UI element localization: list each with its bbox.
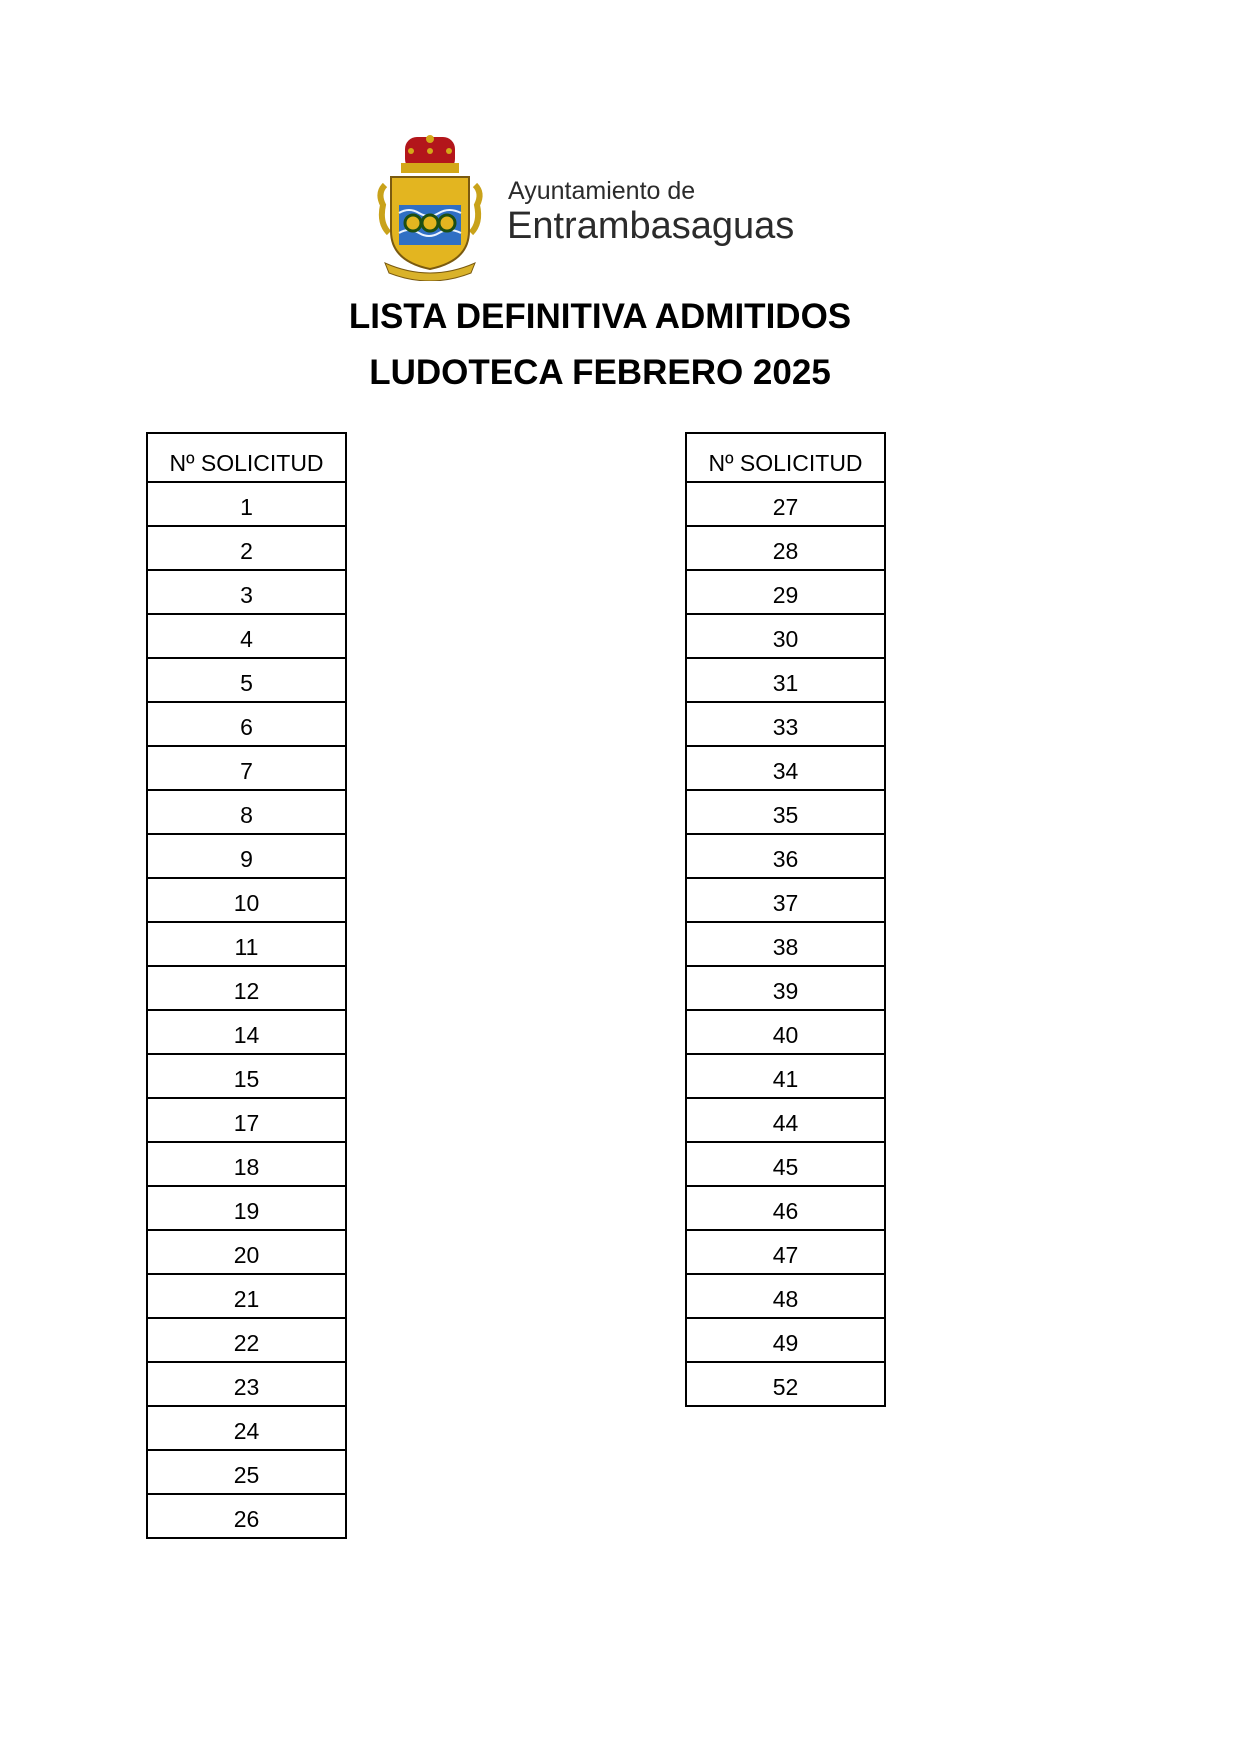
document-title-line-2: LUDOTECA FEBRERO 2025 [369,353,831,392]
application-number: 4 [147,614,346,658]
table-row [147,1406,346,1450]
application-number: 38 [686,922,885,966]
table-row [686,614,885,658]
table-row [686,746,885,790]
application-number: 29 [686,570,885,614]
application-number: 24 [147,1406,346,1450]
table-row [686,702,885,746]
table-row [147,1362,346,1406]
table-row [686,966,885,1010]
application-number: 7 [147,746,346,790]
column-header: Nº SOLICITUD [147,433,346,482]
application-number: 10 [147,878,346,922]
logo-line-2: Entrambasaguas [507,205,795,247]
application-number: 35 [686,790,885,834]
application-number: 33 [686,702,885,746]
application-number: 19 [147,1186,346,1230]
table-row [686,1230,885,1274]
application-number: 36 [686,834,885,878]
admitted-list-right [685,432,886,1407]
application-number: 48 [686,1274,885,1318]
document-title-line-1: LISTA DEFINITIVA ADMITIDOS [348,297,852,336]
table-row [686,1142,885,1186]
application-number: 1 [147,482,346,526]
application-number: 14 [147,1010,346,1054]
application-number: 18 [147,1142,346,1186]
table-row [147,658,346,702]
application-number: 23 [147,1362,346,1406]
table-row [147,1450,346,1494]
application-number: 44 [686,1098,885,1142]
table-row [147,746,346,790]
table-row [147,526,346,570]
table-row [686,1274,885,1318]
application-number: 31 [686,658,885,702]
table-row [147,966,346,1010]
table-header-row [686,433,885,482]
table-row [147,1230,346,1274]
table-row [686,1362,885,1406]
table-row [686,482,885,526]
application-number: 17 [147,1098,346,1142]
application-number: 25 [147,1450,346,1494]
application-number: 47 [686,1230,885,1274]
table-row [147,1186,346,1230]
application-number: 46 [686,1186,885,1230]
table-row [147,570,346,614]
application-number: 12 [147,966,346,1010]
application-number: 11 [147,922,346,966]
application-number: 9 [147,834,346,878]
table-row [686,1054,885,1098]
table-row [686,658,885,702]
application-number: 2 [147,526,346,570]
application-number: 39 [686,966,885,1010]
application-number: 5 [147,658,346,702]
application-number: 20 [147,1230,346,1274]
application-number: 37 [686,878,885,922]
application-number: 3 [147,570,346,614]
table-row [686,1186,885,1230]
table-row [147,1010,346,1054]
table-row [686,834,885,878]
application-number: 34 [686,746,885,790]
table-row [147,922,346,966]
application-number: 15 [147,1054,346,1098]
table-header-row [147,433,346,482]
table-row [147,1098,346,1142]
application-number: 28 [686,526,885,570]
table-row [686,878,885,922]
table-row [686,1098,885,1142]
column-header: Nº SOLICITUD [686,433,885,482]
application-number: 27 [686,482,885,526]
application-number: 21 [147,1274,346,1318]
table-row [686,922,885,966]
coat-of-arms-icon [375,133,490,281]
application-number: 26 [147,1494,346,1538]
table-row [147,1494,346,1538]
application-number: 45 [686,1142,885,1186]
application-number: 49 [686,1318,885,1362]
application-number: 6 [147,702,346,746]
application-number: 52 [686,1362,885,1406]
table-row [147,1054,346,1098]
municipality-logo [375,133,855,281]
application-number: 8 [147,790,346,834]
table-row [686,1010,885,1054]
application-number: 22 [147,1318,346,1362]
table-row [147,834,346,878]
table-row [147,702,346,746]
table-row [147,614,346,658]
table-row [147,1142,346,1186]
table-row [686,526,885,570]
application-number: 40 [686,1010,885,1054]
table-row [147,878,346,922]
table-row [147,1274,346,1318]
table-row [686,790,885,834]
table-row [686,1318,885,1362]
admitted-list-left [146,432,347,1539]
table-row [147,790,346,834]
table-row [147,1318,346,1362]
table-row [686,570,885,614]
application-number: 41 [686,1054,885,1098]
table-row [147,482,346,526]
logo-line-1: Ayuntamiento de [508,177,696,205]
application-number: 30 [686,614,885,658]
